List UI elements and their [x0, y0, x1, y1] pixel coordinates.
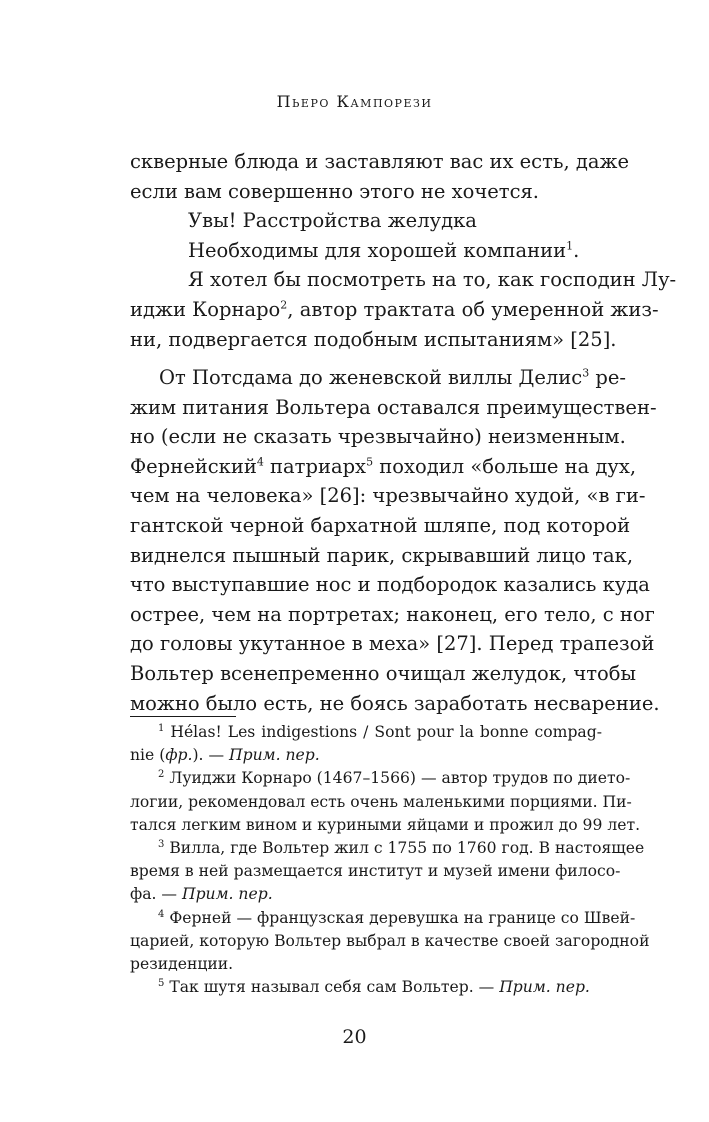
footnote-number: 2	[158, 769, 165, 781]
footnote-number: 5	[158, 978, 165, 990]
footnote-ref[interactable]: 1	[566, 239, 574, 253]
text-line: скверные блюда и заставляют вас их есть, даже	[130, 150, 630, 173]
footnote-4	[130, 907, 650, 977]
footnote-text: nie (	[130, 746, 166, 765]
text-line: но (если не сказать чрезвычайно) неизменным.	[130, 425, 626, 449]
footnote-text: Так шутя называл себя сам Вольтер. —	[169, 978, 500, 997]
footnote-text: Ферней — французская деревушка на границе со Швей-	[169, 908, 636, 927]
footnote-text: фа. —	[130, 885, 182, 904]
footnote-number: 3	[158, 838, 165, 850]
footnote-line: резиденции.	[130, 955, 234, 974]
footnote-ref[interactable]: 2	[280, 298, 288, 312]
footnote-line	[130, 837, 645, 860]
footnote-line	[130, 721, 602, 744]
text-line	[130, 295, 659, 325]
footnote-number: 1	[158, 722, 165, 734]
footnote-line: тался легким вином и куриными яйцами и прожил до 99 лет.	[130, 815, 641, 834]
footnote-ref[interactable]: 5	[366, 455, 374, 469]
footnote-5	[130, 976, 602, 999]
text-line: гантской черной бархатной шляпе, под которой	[130, 513, 631, 537]
text-line: если вам совершенно этого не хочется.	[130, 179, 539, 203]
running-header: Пьеро Кампорези	[276, 92, 433, 111]
verse-punct: .	[573, 238, 580, 262]
text-line: виднелся пышный парик, скрывавший лицо так,	[130, 543, 634, 567]
footnote-separator	[130, 716, 236, 717]
text-segment: походил «больше на дух,	[373, 454, 637, 478]
text-segment: Фернейский	[130, 454, 257, 478]
footnote-2	[130, 767, 641, 837]
footnote-text: ). —	[192, 746, 230, 765]
text-line: Вольтер всенепременно очищал желудок, чтобы	[130, 661, 637, 685]
footnote-ref[interactable]: 4	[256, 455, 264, 469]
footnote-em: Прим. пер.	[181, 885, 273, 904]
footnote-em: Прим. пер.	[229, 746, 320, 765]
footnote-text: Вилла, где Вольтер жил с 1755 по 1760 год. В настоящее	[169, 839, 645, 858]
text-segment: иджи Корнаро	[130, 297, 281, 321]
footnote-line	[130, 767, 631, 790]
main-paragraph	[130, 363, 660, 718]
footnote-ref[interactable]: 3	[582, 366, 590, 380]
footnote-line	[130, 976, 602, 999]
text-line	[130, 363, 627, 393]
footnote-line	[130, 744, 602, 767]
text-line: острее, чем на портретах; наконец, его тело, с ног	[130, 602, 655, 626]
footnote-line: царией, которую Вольтер выбрал в качестве своей загородной	[130, 931, 650, 950]
footnote-line: логии, рекомендовал есть очень маленькими порциями. Пи-	[130, 792, 632, 811]
text-line: ни, подвергается подобным испытаниям» [25].	[130, 327, 617, 351]
page-number: 20	[342, 1026, 367, 1048]
text-segment: , автор трактата об умеренной жиз-	[287, 297, 659, 321]
text-segment: ре-	[589, 366, 627, 389]
text-line: до головы укутанное в меха» [27]. Перед трапезой	[130, 632, 655, 656]
verse-text: Необходимы для хорошей компании	[188, 238, 567, 262]
footnote-text: Hélas! Les indigestions / Sont pour la bonne compag-	[170, 723, 602, 741]
quote-paragraph	[130, 147, 677, 354]
footnote-em: фр.	[165, 746, 193, 765]
text-line: можно было есть, не боясь заработать несварение.	[130, 691, 660, 715]
footnote-text: Луиджи Корнаро (1467–1566) — автор трудов по дието-	[169, 769, 631, 788]
text-line: чем на человека» [26]: чрезвычайно худой, «в ги-	[130, 484, 646, 508]
verse-line: Увы! Расстройства желудка	[188, 209, 477, 233]
text-line: Я хотел бы посмотреть на то, как господин Лу-	[188, 268, 677, 292]
footnote-3	[130, 837, 645, 907]
text-line: что выступавшие нос и подбородок казались куда	[130, 573, 650, 597]
footnote-1	[130, 721, 602, 767]
footnote-line	[130, 907, 636, 930]
footnotes	[130, 721, 650, 999]
text-line: жим питания Вольтера оставался преимуществен-	[130, 395, 657, 419]
footnote-line: время в ней размещается институт и музей имени филосо-	[130, 862, 621, 881]
verse-line	[130, 236, 602, 266]
text-line	[130, 452, 637, 482]
footnote-em: Прим. пер.	[499, 978, 590, 997]
text-segment: От Потсдама до женевской виллы Делис	[159, 366, 583, 389]
footnote-line	[130, 883, 602, 906]
footnote-number: 4	[158, 908, 165, 920]
text-segment: патриарх	[263, 454, 367, 478]
